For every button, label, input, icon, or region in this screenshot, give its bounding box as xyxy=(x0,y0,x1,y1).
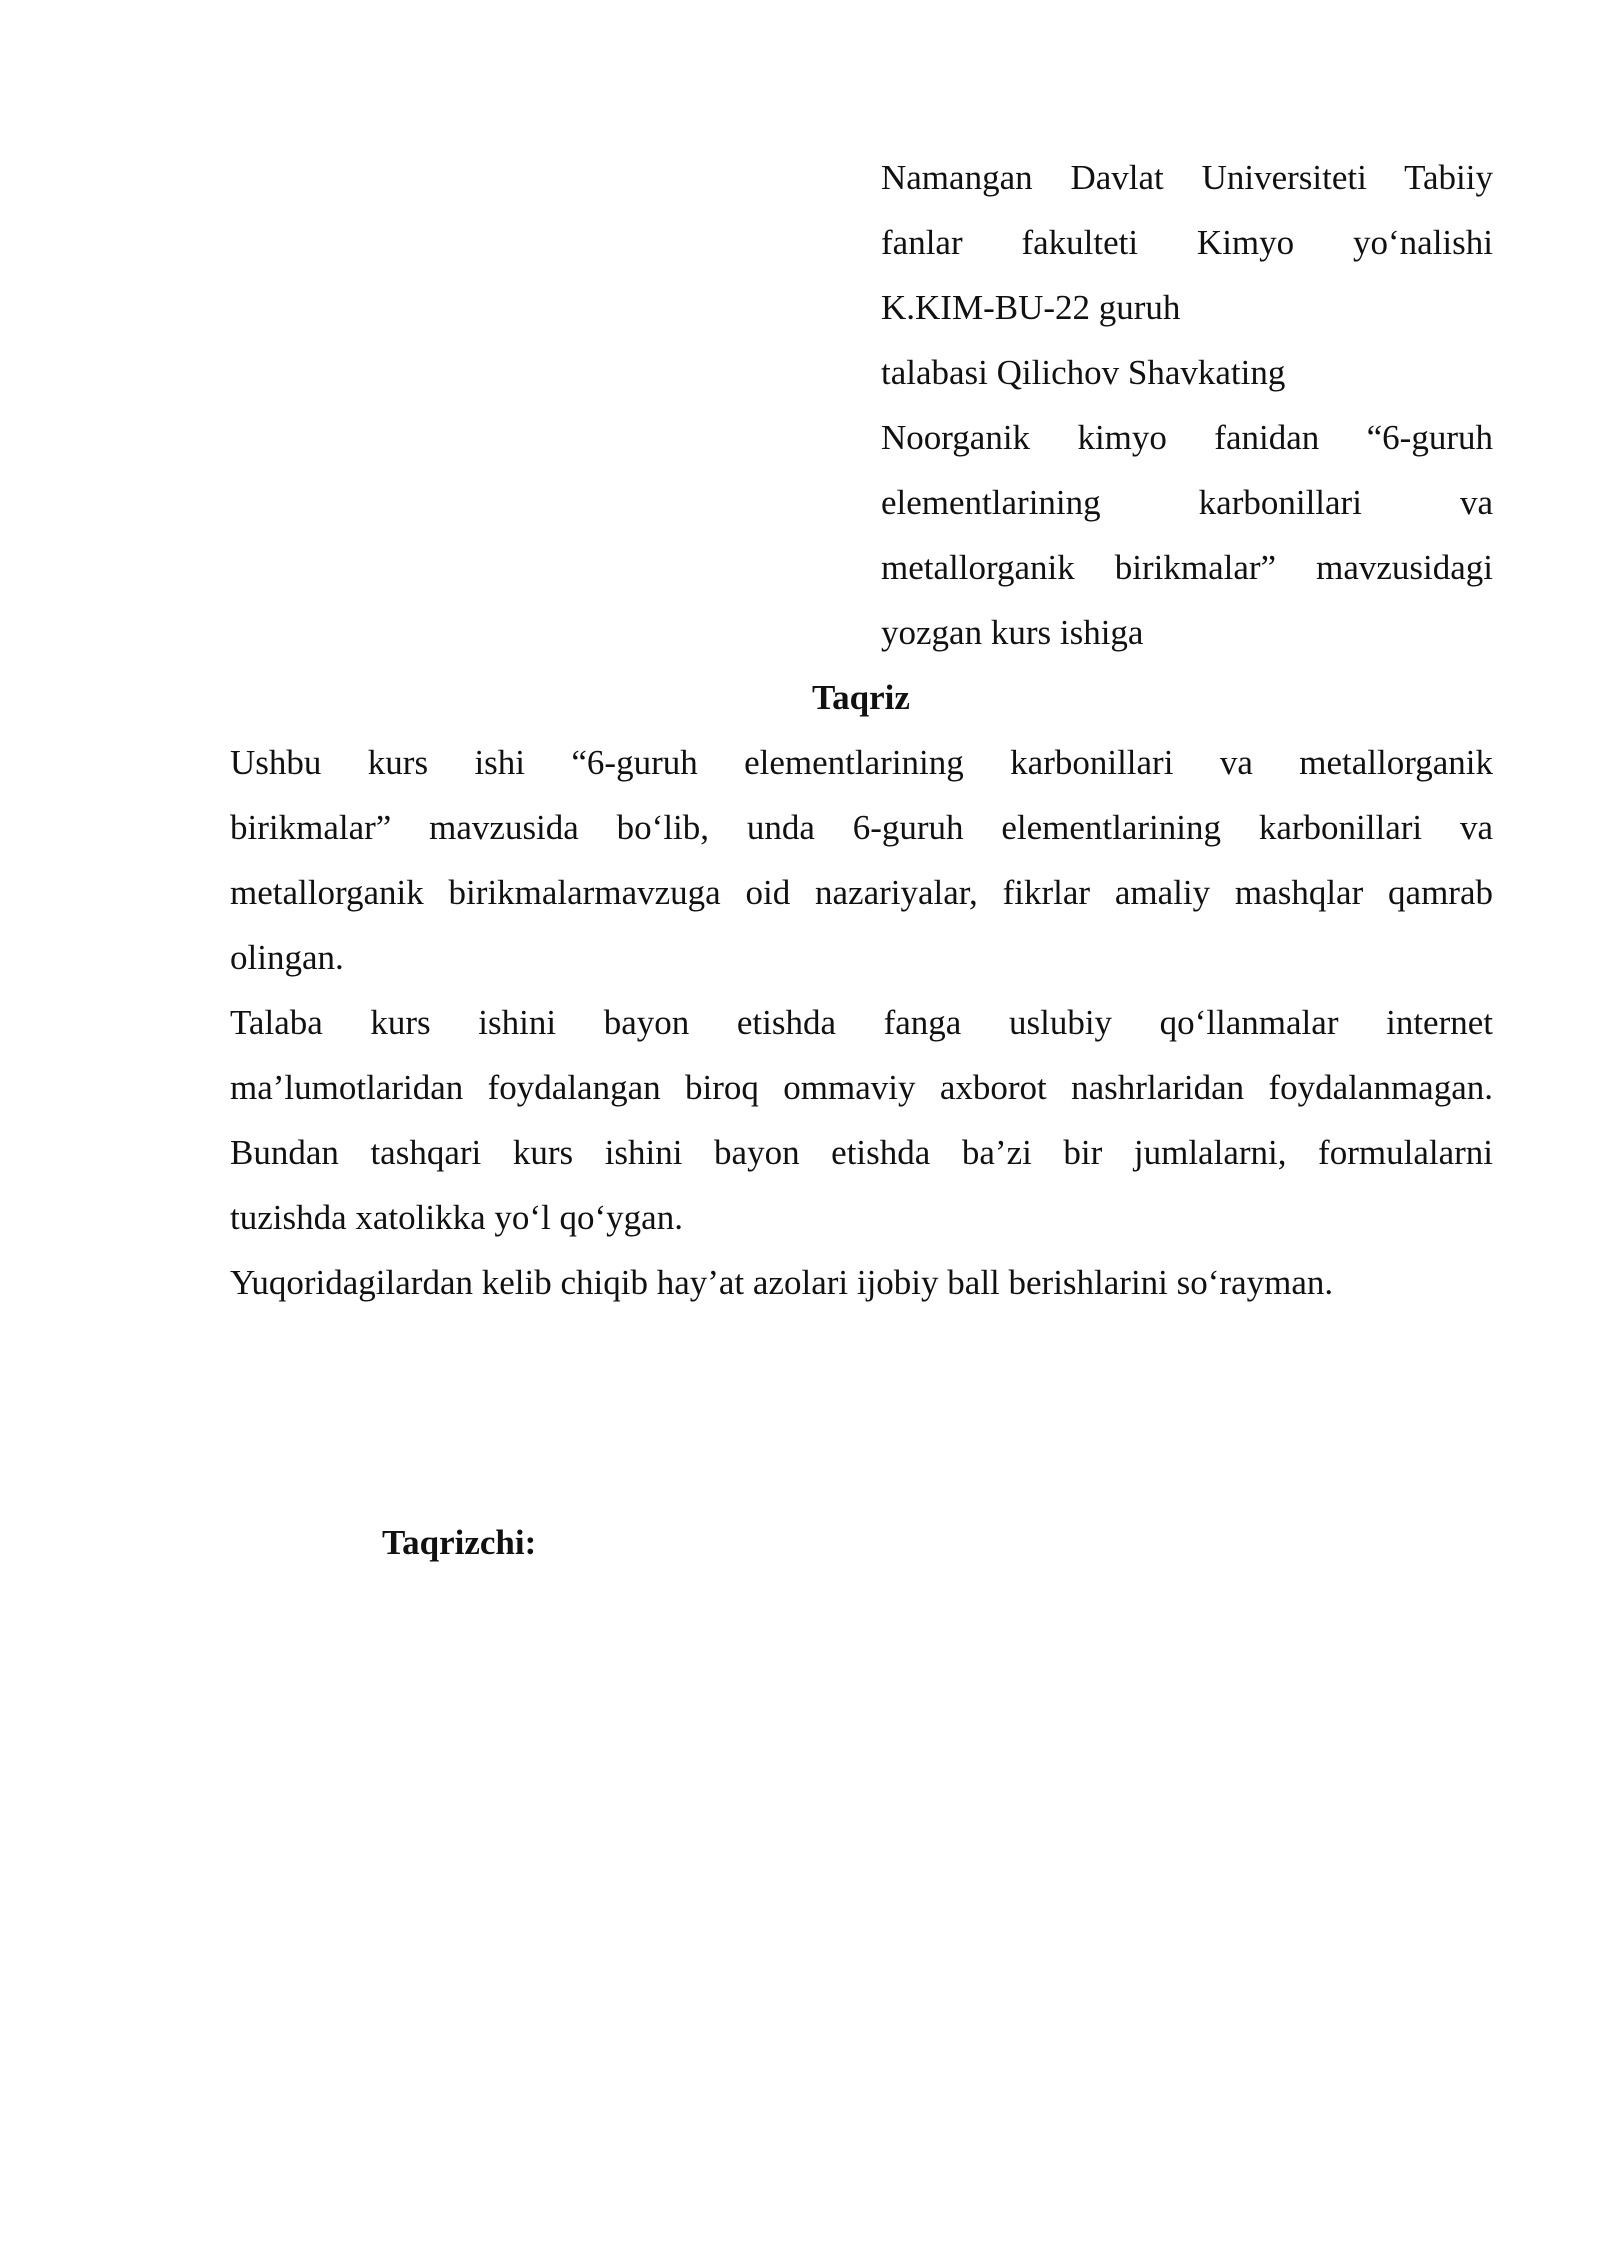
body-line: Ushbu kurs ishi “6-guruh elementlarining karbonillari va metallorganik xyxy=(230,743,1493,782)
body-line: ma’lumotlaridan foydalangan biroq ommaviy axborot nashrlaridan foydalanmagan. xyxy=(230,1068,1493,1107)
body-line: tuzishda xatolikka yo‘l qo‘ygan. xyxy=(230,1198,683,1237)
header-line: talabasi Qilichov Shavkating xyxy=(881,353,1286,392)
document-title: Taqriz xyxy=(812,678,910,717)
body-line: metallorganik birikmalarmavzuga oid nazariyalar, fikrlar amaliy mashqlar qamrab xyxy=(230,873,1493,912)
header-line: Namangan Davlat Universiteti Tabiiy xyxy=(881,158,1493,197)
body-line: birikmalar” mavzusida bo‘lib, unda 6-guruh elementlarining karbonillari va xyxy=(230,808,1493,847)
body-line: Bundan tashqari kurs ishini bayon etishda ba’zi bir jumlalarni, formulalarni xyxy=(230,1133,1493,1172)
header-line: yozgan kurs ishiga xyxy=(881,613,1144,652)
header-line: elementlarining karbonillari va xyxy=(881,483,1493,522)
header-line: Noorganik kimyo fanidan “6-guruh xyxy=(881,418,1493,457)
body-line: olingan. xyxy=(230,938,344,977)
reviewer-label: Taqrizchi: xyxy=(382,1523,537,1562)
body-line: Talaba kurs ishini bayon etishda fanga uslubiy qo‘llanmalar internet xyxy=(230,1003,1493,1042)
header-line: metallorganik birikmalar” mavzusidagi xyxy=(881,548,1493,587)
header-line: K.KIM-BU-22 guruh xyxy=(881,288,1181,327)
body-line: Yuqoridagilardan kelib chiqib hay’at azolari ijobiy ball berishlarini so‘rayman. xyxy=(230,1263,1334,1302)
header-line: fanlar fakulteti Kimyo yo‘nalishi xyxy=(881,223,1493,262)
